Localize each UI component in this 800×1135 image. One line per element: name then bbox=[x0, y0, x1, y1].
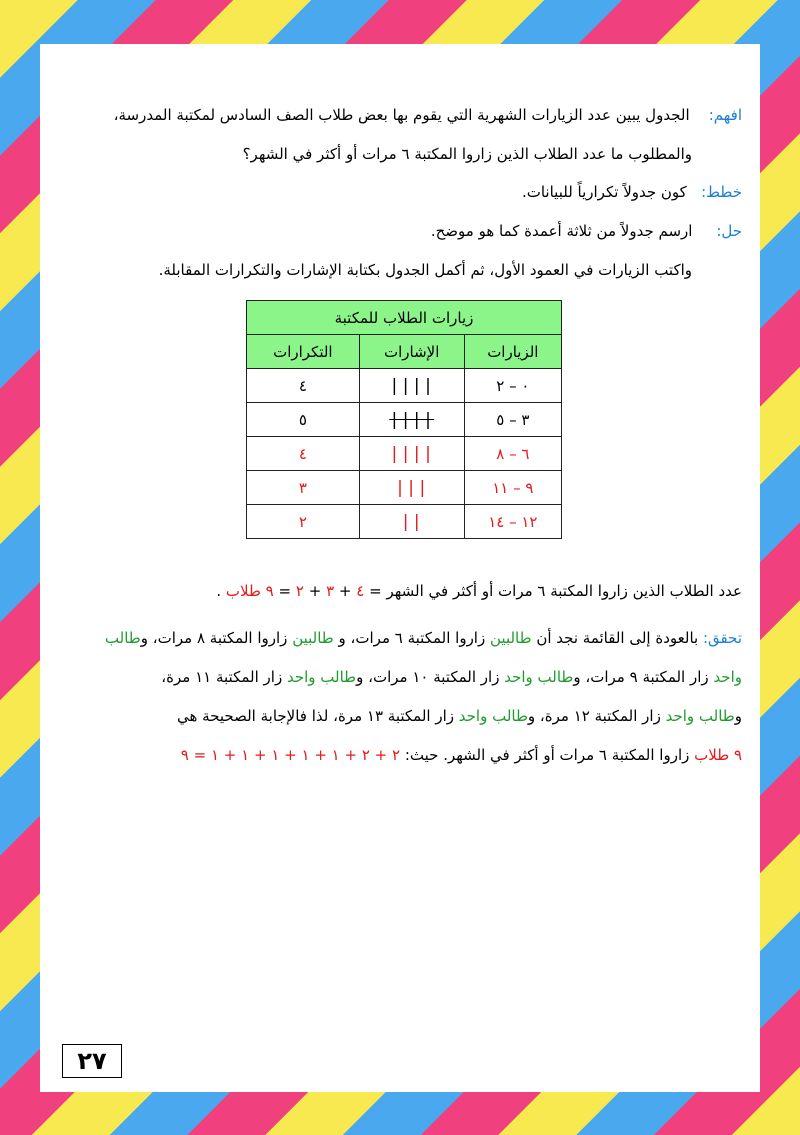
cell-range: ٦ – ٨ bbox=[464, 437, 561, 471]
result-text: عدد الطلاب الذين زاروا المكتبة ٦ مرات أو أكثر في الشهر = bbox=[369, 582, 742, 600]
table-row bbox=[247, 403, 562, 437]
check-text-1c: زاروا المكتبة ٨ مرات، و bbox=[140, 629, 288, 647]
check-text-1b: زاروا المكتبة ٦ مرات، و bbox=[338, 629, 486, 647]
tally-marks: ||| bbox=[394, 477, 429, 498]
plan-label: خطط: bbox=[701, 183, 742, 201]
table-row bbox=[247, 471, 562, 505]
result-line bbox=[216, 582, 742, 600]
check-text-2b: زار المكتبة ١٠ مرات، و bbox=[356, 668, 500, 686]
cell-frequency: ٤ bbox=[247, 437, 360, 471]
check-line2 bbox=[161, 668, 742, 686]
cell-tally bbox=[359, 471, 464, 505]
frequency-table bbox=[246, 300, 562, 539]
check-text-1a: بالعودة إلى القائمة نجد أن bbox=[536, 629, 699, 647]
understand-text-1: الجدول يبين عدد الزيارات الشهرية التي يقوم بها بعض طلاب الصف السادس لمكتبة المدرسة، bbox=[113, 106, 690, 124]
header-tally: الإشارات bbox=[359, 335, 464, 369]
check-text-2c: زار المكتبة ١١ مرة، bbox=[161, 668, 283, 686]
page bbox=[40, 44, 760, 1092]
tally-marks: |||| bbox=[389, 443, 435, 464]
result-term-b: ٣ bbox=[326, 582, 335, 600]
solve-label: حل: bbox=[716, 222, 742, 240]
check-two-students-1: طالبين bbox=[490, 629, 532, 647]
cell-frequency: ٣ bbox=[247, 471, 360, 505]
understand-text-2: والمطلوب ما عدد الطلاب الذين زاروا المكتبة ٦ مرات أو أكثر في الشهر؟ bbox=[242, 145, 692, 163]
understand-line1 bbox=[114, 106, 742, 124]
check-line1 bbox=[105, 629, 742, 647]
result-plus-1: + bbox=[338, 582, 352, 600]
cell-range: ٠ – ٢ bbox=[464, 369, 561, 403]
check-one-student-2: طالب واحد bbox=[286, 668, 357, 686]
tally-marks: |||| bbox=[389, 375, 435, 396]
cell-tally bbox=[359, 505, 464, 539]
check-student-word: طالب bbox=[104, 629, 141, 647]
cell-range: ١٢ – ١٤ bbox=[464, 505, 561, 539]
check-one-student-1: طالب واحد bbox=[504, 668, 574, 686]
result-end: . bbox=[216, 582, 222, 600]
plan-line bbox=[522, 183, 742, 201]
cell-frequency: ٤ bbox=[247, 369, 360, 403]
solve-line2 bbox=[159, 261, 742, 279]
check-text-2a: زار المكتبة ٩ مرات، و bbox=[573, 668, 709, 686]
check-text-4a: زاروا المكتبة ٦ مرات أو أكثر في الشهر. حيث: bbox=[404, 746, 690, 764]
check-two-students-2: طالبين bbox=[292, 629, 334, 647]
cell-tally bbox=[359, 437, 464, 471]
check-one-word: واحد bbox=[713, 668, 742, 686]
result-term-c: ٢ bbox=[295, 582, 304, 600]
check-label: تحقق: bbox=[702, 629, 742, 647]
check-line3 bbox=[177, 707, 742, 725]
tally-marks: |||| bbox=[389, 409, 435, 430]
tally-marks: || bbox=[400, 511, 423, 532]
check-text-3b: زار المكتبة ١٢ مرة، و bbox=[527, 707, 661, 725]
solve-text-2: واكتب الزيارات في العمود الأول، ثم أكمل الجدول بكتابة الإشارات والتكرارات المقابلة. bbox=[158, 261, 692, 279]
check-final-students: طلاب bbox=[694, 746, 730, 764]
page-number: ٢٧ bbox=[62, 1044, 122, 1078]
cell-tally bbox=[359, 369, 464, 403]
result-plus-2: + bbox=[308, 582, 322, 600]
cell-tally bbox=[359, 403, 464, 437]
cell-frequency: ٢ bbox=[247, 505, 360, 539]
check-one-student-4: طالب واحد bbox=[458, 707, 528, 725]
header-visits: الزيارات bbox=[464, 335, 561, 369]
table-row bbox=[247, 505, 562, 539]
understand-label: افهم: bbox=[708, 106, 742, 124]
result-equals: = bbox=[278, 582, 292, 600]
check-text-3a: و bbox=[734, 707, 742, 725]
cell-frequency: ٥ bbox=[247, 403, 360, 437]
cell-range: ٩ – ١١ bbox=[464, 471, 561, 505]
table-row bbox=[247, 437, 562, 471]
header-frequency: التكرارات bbox=[247, 335, 360, 369]
solve-line1 bbox=[431, 222, 742, 240]
table-title: زيارات الطلاب للمكتبة bbox=[247, 301, 562, 335]
check-one-student-3: طالب واحد bbox=[665, 707, 735, 725]
table-row bbox=[247, 369, 562, 403]
plan-text: كون جدولاً تكرارياً للبيانات. bbox=[521, 183, 687, 201]
result-answer: ٩ طلاب bbox=[225, 582, 274, 600]
understand-line2 bbox=[243, 145, 742, 163]
check-sum: ٢ + ٢ + ١ + ١ + ١ + ١ + ١ = ٩ bbox=[180, 746, 401, 764]
cell-range: ٣ – ٥ bbox=[464, 403, 561, 437]
check-line4 bbox=[181, 746, 742, 764]
result-term-a: ٤ bbox=[356, 582, 365, 600]
solve-text-1: ارسم جدولاً من ثلاثة أعمدة كما هو موضح. bbox=[430, 222, 693, 240]
check-text-3c: زار المكتبة ١٣ مرة، لذا فالإجابة الصحيحة هي bbox=[176, 707, 454, 725]
check-final-number: ٩ bbox=[733, 746, 742, 764]
